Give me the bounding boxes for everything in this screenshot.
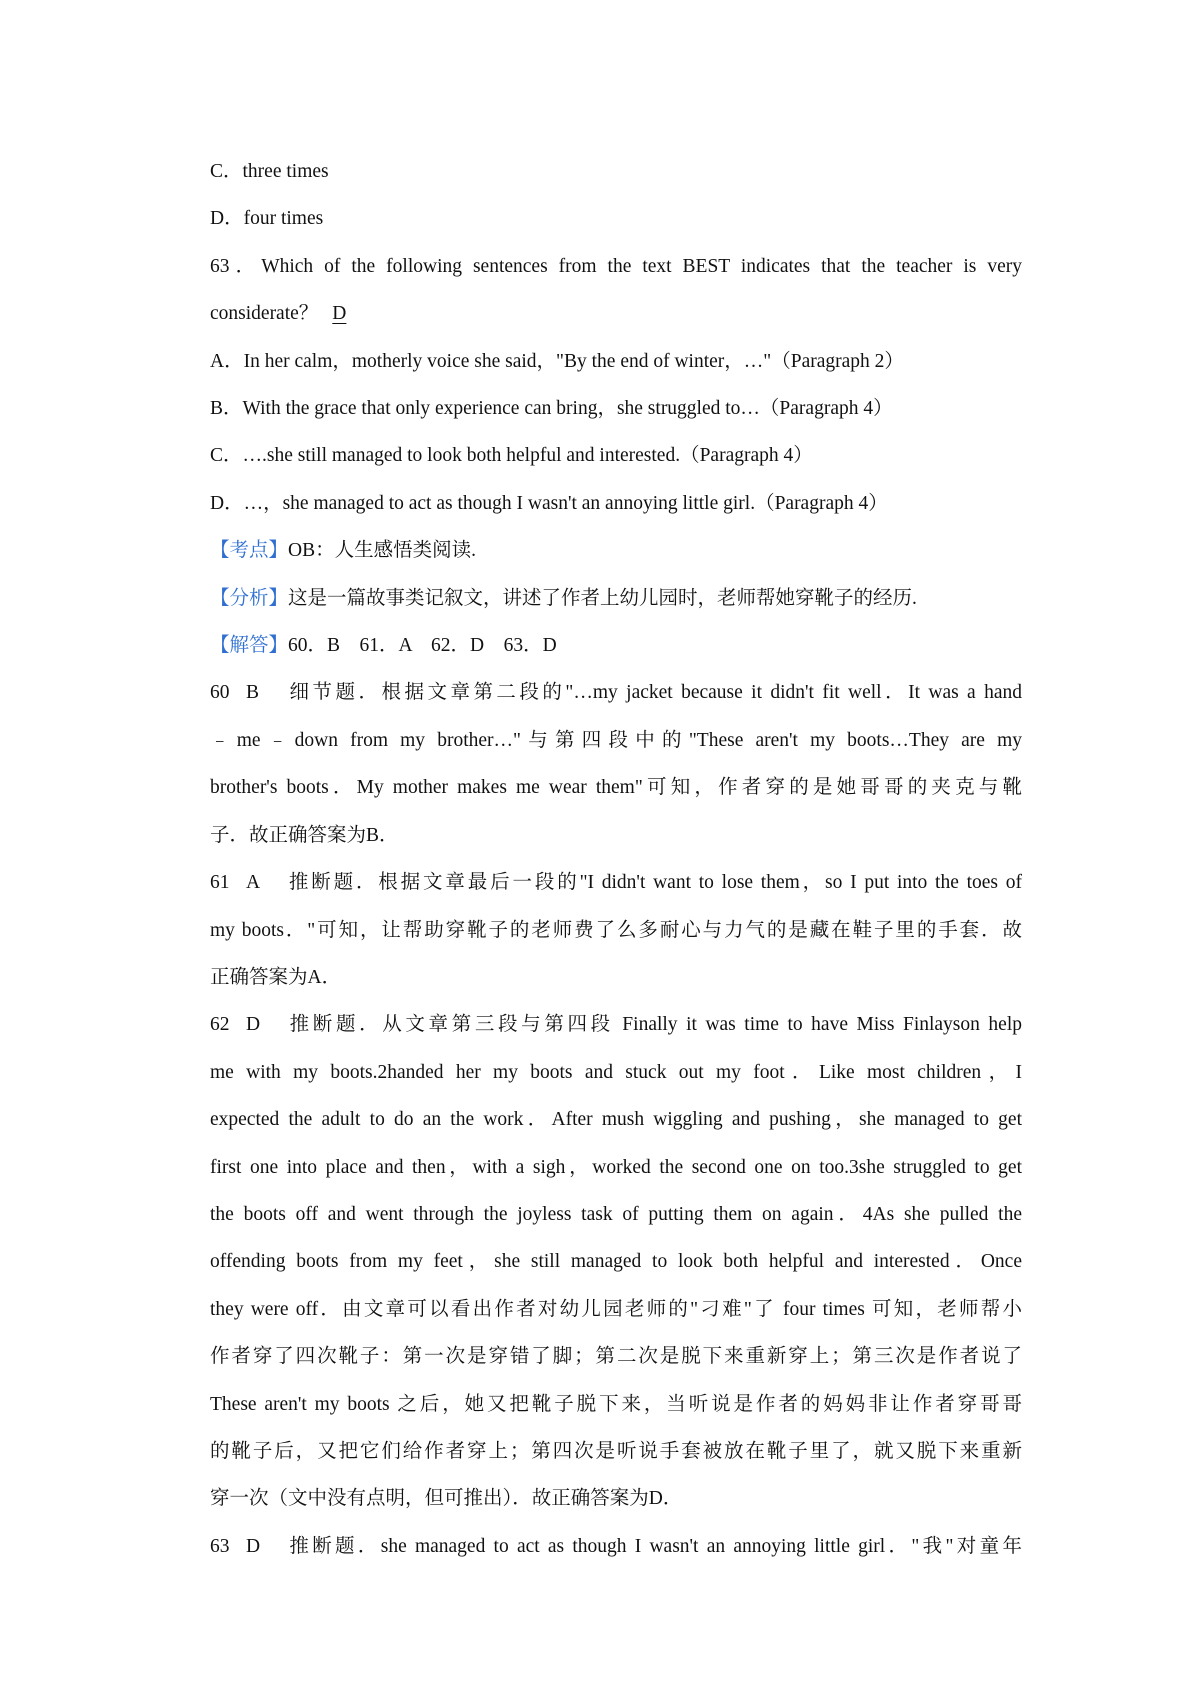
explanation-61-text: 推断题．根据文章最后一段的"I didn't want to lose them，so I put into the toes of: [286, 872, 1022, 894]
explanation-60-line: 子．故正确答案为B．: [210, 824, 399, 846]
jieda-section: [210, 622, 1022, 669]
explanation-62-line: 作者穿了四次靴子：第一次是穿错了脚；第二次是脱下来重新穿上；第三次是作者说了: [210, 1346, 1022, 1368]
question-63-stem: 63．Which of the following sentences from the text BEST indicates that the teacher is very: [210, 255, 1022, 277]
explanation-62-line: 的靴子后，又把它们给作者穿上；第四次是听说手套被放在靴子里了，就又脱下来重新: [210, 1440, 1022, 1462]
fenxi-tag: 【分析】: [210, 587, 289, 609]
explanation-62-line: first one into place and then，with a sigh，worked the second one on too.3she struggled to get: [210, 1156, 1022, 1178]
explanation-62-number: 62: [210, 1014, 230, 1036]
question-63-stem-end: [210, 290, 1022, 337]
explanation-63-line: [210, 1523, 1022, 1570]
explanation-60-line: [210, 669, 1022, 716]
question-63-option-c: C．….she still managed to look both helpful and interested.（Paragraph 4）: [210, 445, 813, 467]
explanation-63-text: 推断题．she managed to act as though I wasn't an annoying little girl．"我"对童年: [286, 1535, 1022, 1557]
explanation-61-letter: A: [246, 872, 261, 894]
jieda-tag: 【解答】: [210, 635, 289, 657]
kaodian-text: OB：人生感悟类阅读.: [288, 540, 476, 562]
explanation-62-line: me with my boots.2handed her my boots and stuck out my foot．Like most children，I: [210, 1061, 1022, 1083]
explanation-63-number: 63: [210, 1535, 230, 1557]
explanation-63-letter: D: [246, 1535, 261, 1557]
explanation-62-line: expected the adult to do an the work．After mush wiggling and pushing，she managed to get: [210, 1109, 1022, 1131]
explanation-60-line: brother's boots．My mother makes me wear them"可知，作者穿的是她哥哥的夹克与靴: [210, 777, 1022, 799]
explanation-60-line: ﹣me﹣down from my brother…"与第四段中的"These aren't my boots…They are my: [210, 729, 1022, 751]
kaodian-section: [210, 527, 1022, 574]
explanation-61-line: 正确答案为A．: [210, 966, 342, 988]
explanation-62-line: they were off．由文章可以看出作者对幼儿园老师的"刁难"了 four times 可知，老师帮小: [210, 1298, 1022, 1320]
explanation-60-letter: B: [246, 682, 260, 704]
question-63-option-a: A．In her calm，motherly voice she said，"By the end of winter，…"（Paragraph 2）: [210, 350, 904, 372]
explanation-60-number: 60: [210, 682, 230, 704]
document-page: [210, 148, 1022, 1570]
option-c-62: C．three times: [210, 161, 329, 182]
explanation-62-line: offending boots from my feet，she still managed to look both helpful and interested．Once: [210, 1251, 1022, 1273]
question-63-answer-blank: D: [332, 303, 347, 325]
explanation-61-number: 61: [210, 872, 230, 894]
explanation-62-line: [210, 1001, 1022, 1048]
explanation-60-text: 细节题．根据文章第二段的"…my jacket because it didn't fit well．It was a hand: [286, 682, 1022, 704]
fenxi-section: [210, 575, 1022, 622]
question-63-option-b: B．With the grace that only experience can bring，she struggled to…（Paragraph 4）: [210, 398, 893, 420]
jieda-text: 60．B 61．A 62．D 63．D: [288, 635, 557, 657]
explanation-62-letter: D: [246, 1014, 261, 1036]
explanation-61-line: my boots．"可知，让帮助穿靴子的老师费了么多耐心与力气的是藏在鞋子里的手套．故: [210, 919, 1022, 941]
explanation-61-line: [210, 859, 1022, 906]
explanation-62-line: the boots off and went through the joyless task of putting them on again．4As she pulled the: [210, 1203, 1022, 1225]
option-d-62: D．four times: [210, 208, 324, 230]
fenxi-text: 这是一篇故事类记叙文，讲述了作者上幼儿园时，老师帮她穿靴子的经历.: [288, 587, 917, 609]
explanation-62-text: 推断题．从文章第三段与第四段 Finally it was time to have Miss Finlayson help: [286, 1014, 1022, 1036]
explanation-62-line: These aren't my boots 之后，她又把靴子脱下来，当听说是作者的妈妈非让作者穿哥哥: [210, 1393, 1022, 1415]
question-63-option-d: D．…，she managed to act as though I wasn't an annoying little girl.（Paragraph 4）: [210, 492, 888, 514]
question-63-stem-prefix: considerate？: [210, 303, 319, 325]
explanation-62-line: 穿一次（文中没有点明，但可推出）．故正确答案为D．: [210, 1488, 683, 1510]
kaodian-tag: 【考点】: [210, 540, 289, 562]
